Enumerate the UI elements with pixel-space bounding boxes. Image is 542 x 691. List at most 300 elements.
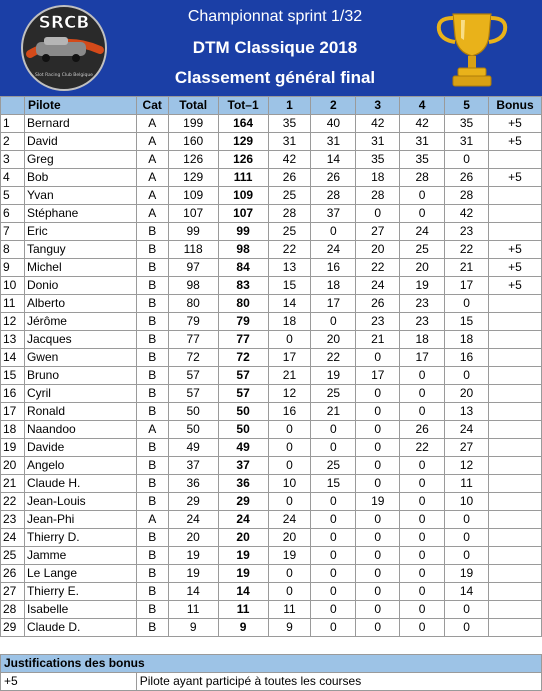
cell-bonus (488, 313, 541, 331)
cell-cat: B (136, 367, 168, 385)
cell-race-4: 17 (400, 349, 445, 367)
cell-race-4: 18 (400, 331, 445, 349)
cell-cat: B (136, 241, 168, 259)
cell-pilote: Greg (24, 151, 136, 169)
cell-rank: 26 (1, 565, 25, 583)
cell-race-4: 0 (400, 457, 445, 475)
cell-race-4: 28 (400, 169, 445, 187)
cell-race-5: 11 (445, 475, 489, 493)
cell-bonus (488, 583, 541, 601)
cell-race-2: 0 (311, 313, 356, 331)
cell-bonus (488, 187, 541, 205)
ranking-title: Classement général final (174, 68, 376, 87)
cell-race-3: 0 (356, 385, 400, 403)
cell-race-4: 26 (400, 421, 445, 439)
cell-race-2: 14 (311, 151, 356, 169)
cell-total: 199 (168, 115, 218, 133)
cell-pilote: Thierry D. (24, 529, 136, 547)
cell-tot-minus-1: 19 (218, 565, 268, 583)
cell-race-4: 20 (400, 259, 445, 277)
cell-cat: B (136, 529, 168, 547)
cell-tot-minus-1: 109 (218, 187, 268, 205)
cell-tot-minus-1: 9 (218, 619, 268, 637)
cell-race-4: 0 (400, 511, 445, 529)
cell-race-1: 26 (268, 169, 311, 187)
cell-race-1: 0 (268, 493, 311, 511)
cell-race-2: 0 (311, 619, 356, 637)
cell-pilote: Gwen (24, 349, 136, 367)
table-row (1, 493, 542, 511)
cell-race-3: 19 (356, 493, 400, 511)
cell-pilote: Eric (24, 223, 136, 241)
cell-race-1: 18 (268, 313, 311, 331)
cell-race-4: 0 (400, 205, 445, 223)
cell-race-3: 21 (356, 331, 400, 349)
cell-tot-minus-1: 107 (218, 205, 268, 223)
cell-tot-minus-1: 57 (218, 385, 268, 403)
cell-bonus: +5 (488, 259, 541, 277)
cell-tot-minus-1: 129 (218, 133, 268, 151)
table-row (1, 277, 542, 295)
cell-race-5: 26 (445, 169, 489, 187)
cell-cat: B (136, 565, 168, 583)
cell-race-3: 22 (356, 259, 400, 277)
ranking-table (0, 96, 542, 637)
cell-pilote: Stéphane (24, 205, 136, 223)
cell-tot-minus-1: 50 (218, 421, 268, 439)
table-row (1, 511, 542, 529)
cell-rank: 8 (1, 241, 25, 259)
cell-race-4: 0 (400, 601, 445, 619)
cell-total: 80 (168, 295, 218, 313)
cell-cat: B (136, 259, 168, 277)
cell-cat: A (136, 115, 168, 133)
cell-race-1: 9 (268, 619, 311, 637)
cell-race-2: 26 (311, 169, 356, 187)
cell-race-5: 0 (445, 367, 489, 385)
cell-pilote: Jérôme (24, 313, 136, 331)
cell-race-1: 28 (268, 205, 311, 223)
cell-cat: A (136, 133, 168, 151)
cell-race-1: 20 (268, 529, 311, 547)
cell-total: 97 (168, 259, 218, 277)
cell-race-5: 0 (445, 547, 489, 565)
table-row (1, 421, 542, 439)
cell-bonus: +5 (488, 133, 541, 151)
cell-tot-minus-1: 37 (218, 457, 268, 475)
cell-race-5: 42 (445, 205, 489, 223)
cell-rank: 10 (1, 277, 25, 295)
cell-race-3: 18 (356, 169, 400, 187)
cell-bonus (488, 529, 541, 547)
cell-total: 19 (168, 565, 218, 583)
cell-rank: 15 (1, 367, 25, 385)
cell-race-5: 13 (445, 403, 489, 421)
cell-race-1: 10 (268, 475, 311, 493)
cell-total: 11 (168, 601, 218, 619)
cell-pilote: Naandoo (24, 421, 136, 439)
cell-rank: 18 (1, 421, 25, 439)
cell-race-5: 27 (445, 439, 489, 457)
table-header-row (1, 97, 542, 115)
col-tot-minus-1-header: Tot–1 (218, 97, 268, 115)
col-pilote-header: Pilote (24, 97, 136, 115)
cell-race-5: 0 (445, 529, 489, 547)
cell-bonus (488, 367, 541, 385)
cell-tot-minus-1: 24 (218, 511, 268, 529)
cell-cat: B (136, 457, 168, 475)
cell-race-3: 0 (356, 349, 400, 367)
cell-pilote: Jamme (24, 547, 136, 565)
cell-race-4: 24 (400, 223, 445, 241)
cell-race-4: 0 (400, 529, 445, 547)
cell-tot-minus-1: 14 (218, 583, 268, 601)
cell-race-2: 17 (311, 295, 356, 313)
cell-race-4: 0 (400, 547, 445, 565)
cell-race-3: 0 (356, 403, 400, 421)
cell-race-2: 31 (311, 133, 356, 151)
cell-bonus (488, 511, 541, 529)
cell-race-4: 19 (400, 277, 445, 295)
cell-cat: B (136, 601, 168, 619)
cell-race-2: 25 (311, 385, 356, 403)
cell-race-3: 26 (356, 295, 400, 313)
table-row (1, 439, 542, 457)
cell-total: 57 (168, 385, 218, 403)
cell-total: 14 (168, 583, 218, 601)
cell-race-1: 25 (268, 223, 311, 241)
cell-bonus (488, 421, 541, 439)
cell-tot-minus-1: 98 (218, 241, 268, 259)
cell-cat: B (136, 277, 168, 295)
cell-race-1: 11 (268, 601, 311, 619)
cell-race-4: 35 (400, 151, 445, 169)
cell-cat: B (136, 403, 168, 421)
cell-total: 109 (168, 187, 218, 205)
cell-pilote: Cyril (24, 385, 136, 403)
cell-race-1: 19 (268, 547, 311, 565)
cell-total: 20 (168, 529, 218, 547)
cell-cat: B (136, 223, 168, 241)
cell-rank: 20 (1, 457, 25, 475)
cell-pilote: Jacques (24, 331, 136, 349)
table-row (1, 547, 542, 565)
cell-pilote: Davide (24, 439, 136, 457)
cell-rank: 6 (1, 205, 25, 223)
cell-tot-minus-1: 29 (218, 493, 268, 511)
svg-text:SRCB: SRCB (38, 13, 90, 33)
cell-race-1: 31 (268, 133, 311, 151)
cell-total: 118 (168, 241, 218, 259)
cell-pilote: David (24, 133, 136, 151)
cell-race-1: 13 (268, 259, 311, 277)
cell-race-3: 0 (356, 547, 400, 565)
cell-race-3: 28 (356, 187, 400, 205)
justification-text: Pilote ayant participé à toutes les courses (136, 673, 541, 691)
table-row (1, 601, 542, 619)
cell-total: 37 (168, 457, 218, 475)
table-row (1, 223, 542, 241)
cell-race-5: 0 (445, 151, 489, 169)
table-row (1, 349, 542, 367)
cell-race-5: 24 (445, 421, 489, 439)
cell-pilote: Yvan (24, 187, 136, 205)
cell-race-2: 22 (311, 349, 356, 367)
cell-race-3: 23 (356, 313, 400, 331)
cell-race-5: 21 (445, 259, 489, 277)
cell-race-1: 0 (268, 583, 311, 601)
cell-race-2: 0 (311, 493, 356, 511)
cell-race-2: 0 (311, 583, 356, 601)
ranking-table-body (1, 115, 542, 637)
cell-rank: 4 (1, 169, 25, 187)
cell-race-5: 20 (445, 385, 489, 403)
cell-race-3: 17 (356, 367, 400, 385)
cell-cat: B (136, 385, 168, 403)
cell-rank: 23 (1, 511, 25, 529)
table-row (1, 295, 542, 313)
cell-race-4: 25 (400, 241, 445, 259)
cell-total: 72 (168, 349, 218, 367)
cell-race-1: 35 (268, 115, 311, 133)
cell-race-5: 0 (445, 295, 489, 313)
cell-rank: 1 (1, 115, 25, 133)
cell-rank: 5 (1, 187, 25, 205)
cell-race-4: 22 (400, 439, 445, 457)
cell-race-5: 0 (445, 601, 489, 619)
cell-bonus (488, 223, 541, 241)
table-row (1, 133, 542, 151)
col-race-3-header: 3 (356, 97, 400, 115)
cell-race-2: 0 (311, 421, 356, 439)
cell-race-5: 19 (445, 565, 489, 583)
cell-cat: B (136, 547, 168, 565)
cell-tot-minus-1: 36 (218, 475, 268, 493)
cell-pilote: Le Lange (24, 565, 136, 583)
cell-race-4: 0 (400, 565, 445, 583)
cell-cat: A (136, 187, 168, 205)
cell-race-1: 16 (268, 403, 311, 421)
cell-total: 49 (168, 439, 218, 457)
cell-bonus: +5 (488, 169, 541, 187)
cell-cat: A (136, 511, 168, 529)
cell-rank: 19 (1, 439, 25, 457)
cell-race-1: 24 (268, 511, 311, 529)
cell-tot-minus-1: 126 (218, 151, 268, 169)
cell-race-4: 0 (400, 619, 445, 637)
cell-tot-minus-1: 83 (218, 277, 268, 295)
table-row (1, 529, 542, 547)
table-row (1, 313, 542, 331)
cell-rank: 7 (1, 223, 25, 241)
cell-cat: B (136, 439, 168, 457)
cell-race-2: 21 (311, 403, 356, 421)
cell-total: 160 (168, 133, 218, 151)
table-row (1, 169, 542, 187)
cell-cat: B (136, 313, 168, 331)
col-cat-header: Cat (136, 97, 168, 115)
cell-tot-minus-1: 19 (218, 547, 268, 565)
cell-tot-minus-1: 80 (218, 295, 268, 313)
table-row (1, 583, 542, 601)
cell-race-4: 23 (400, 295, 445, 313)
cell-race-3: 0 (356, 529, 400, 547)
cell-race-4: 0 (400, 583, 445, 601)
cell-cat: B (136, 475, 168, 493)
cell-bonus: +5 (488, 115, 541, 133)
cell-pilote: Isabelle (24, 601, 136, 619)
cell-race-5: 10 (445, 493, 489, 511)
cell-race-2: 19 (311, 367, 356, 385)
col-bonus-header: Bonus (488, 97, 541, 115)
cell-pilote: Alberto (24, 295, 136, 313)
cell-race-3: 0 (356, 583, 400, 601)
cell-rank: 17 (1, 403, 25, 421)
championship-title: Championnat sprint 1/32 (187, 8, 363, 25)
col-race-4-header: 4 (400, 97, 445, 115)
cell-total: 57 (168, 367, 218, 385)
cell-race-5: 0 (445, 511, 489, 529)
cell-race-4: 0 (400, 367, 445, 385)
table-row (1, 187, 542, 205)
cell-bonus (488, 601, 541, 619)
cell-total: 24 (168, 511, 218, 529)
cell-pilote: Donio (24, 277, 136, 295)
cell-pilote: Claude H. (24, 475, 136, 493)
cell-race-2: 20 (311, 331, 356, 349)
cell-race-1: 0 (268, 331, 311, 349)
cell-race-5: 0 (445, 619, 489, 637)
cell-race-4: 0 (400, 385, 445, 403)
cell-total: 129 (168, 169, 218, 187)
cell-bonus (488, 439, 541, 457)
table-row (1, 241, 542, 259)
cell-race-1: 0 (268, 439, 311, 457)
table-row (1, 403, 542, 421)
cell-bonus (488, 475, 541, 493)
cell-tot-minus-1: 84 (218, 259, 268, 277)
cell-pilote: Tanguy (24, 241, 136, 259)
cell-pilote: Angelo (24, 457, 136, 475)
cell-tot-minus-1: 164 (218, 115, 268, 133)
cell-tot-minus-1: 50 (218, 403, 268, 421)
cell-race-5: 14 (445, 583, 489, 601)
cell-race-3: 0 (356, 439, 400, 457)
cell-race-5: 28 (445, 187, 489, 205)
cell-race-2: 40 (311, 115, 356, 133)
cell-race-3: 31 (356, 133, 400, 151)
cell-cat: B (136, 583, 168, 601)
cell-rank: 24 (1, 529, 25, 547)
table-row (1, 475, 542, 493)
cell-race-3: 42 (356, 115, 400, 133)
cell-race-2: 0 (311, 511, 356, 529)
cell-race-3: 0 (356, 421, 400, 439)
cell-bonus (488, 565, 541, 583)
justification-title-row (1, 655, 542, 673)
table-row (1, 115, 542, 133)
cell-race-4: 0 (400, 475, 445, 493)
cell-pilote: Ronald (24, 403, 136, 421)
cell-bonus (488, 493, 541, 511)
cell-bonus (488, 547, 541, 565)
cell-pilote: Bernard (24, 115, 136, 133)
svg-text:Slot Racing Club Belgique: Slot Racing Club Belgique (35, 73, 93, 78)
cell-race-3: 20 (356, 241, 400, 259)
cell-race-5: 15 (445, 313, 489, 331)
table-row (1, 331, 542, 349)
cell-race-2: 28 (311, 187, 356, 205)
cell-bonus (488, 295, 541, 313)
table-row (1, 205, 542, 223)
cell-race-5: 23 (445, 223, 489, 241)
cell-race-4: 42 (400, 115, 445, 133)
cell-rank: 9 (1, 259, 25, 277)
cell-race-3: 0 (356, 511, 400, 529)
cell-race-2: 24 (311, 241, 356, 259)
cell-total: 29 (168, 493, 218, 511)
cell-race-1: 22 (268, 241, 311, 259)
cell-race-3: 0 (356, 475, 400, 493)
cell-race-2: 0 (311, 223, 356, 241)
cell-tot-minus-1: 11 (218, 601, 268, 619)
cell-rank: 11 (1, 295, 25, 313)
cell-race-3: 0 (356, 619, 400, 637)
cell-cat: A (136, 421, 168, 439)
cell-pilote: Michel (24, 259, 136, 277)
cell-race-1: 21 (268, 367, 311, 385)
cell-total: 79 (168, 313, 218, 331)
cell-cat: B (136, 349, 168, 367)
cell-pilote: Bob (24, 169, 136, 187)
cell-race-2: 16 (311, 259, 356, 277)
cell-race-3: 24 (356, 277, 400, 295)
cell-pilote: Claude D. (24, 619, 136, 637)
cell-bonus: +5 (488, 241, 541, 259)
col-rank-header (1, 97, 25, 115)
cell-tot-minus-1: 49 (218, 439, 268, 457)
cell-race-2: 0 (311, 565, 356, 583)
club-logo (8, 4, 120, 92)
cell-pilote: Jean-Louis (24, 493, 136, 511)
cell-race-1: 0 (268, 565, 311, 583)
cell-race-4: 31 (400, 133, 445, 151)
cell-race-3: 35 (356, 151, 400, 169)
table-row (1, 259, 542, 277)
header-banner (0, 0, 542, 96)
cell-race-2: 0 (311, 529, 356, 547)
cell-total: 126 (168, 151, 218, 169)
trophy-icon (433, 6, 511, 90)
cell-total: 50 (168, 421, 218, 439)
cell-cat: B (136, 331, 168, 349)
cell-race-4: 0 (400, 403, 445, 421)
table-row (1, 385, 542, 403)
cell-total: 98 (168, 277, 218, 295)
cell-tot-minus-1: 20 (218, 529, 268, 547)
cell-rank: 29 (1, 619, 25, 637)
cell-rank: 22 (1, 493, 25, 511)
cell-rank: 16 (1, 385, 25, 403)
cell-rank: 13 (1, 331, 25, 349)
cell-bonus (488, 151, 541, 169)
col-race-2-header: 2 (311, 97, 356, 115)
cell-race-3: 0 (356, 205, 400, 223)
cell-race-1: 17 (268, 349, 311, 367)
cell-rank: 21 (1, 475, 25, 493)
cell-tot-minus-1: 111 (218, 169, 268, 187)
cell-rank: 3 (1, 151, 25, 169)
